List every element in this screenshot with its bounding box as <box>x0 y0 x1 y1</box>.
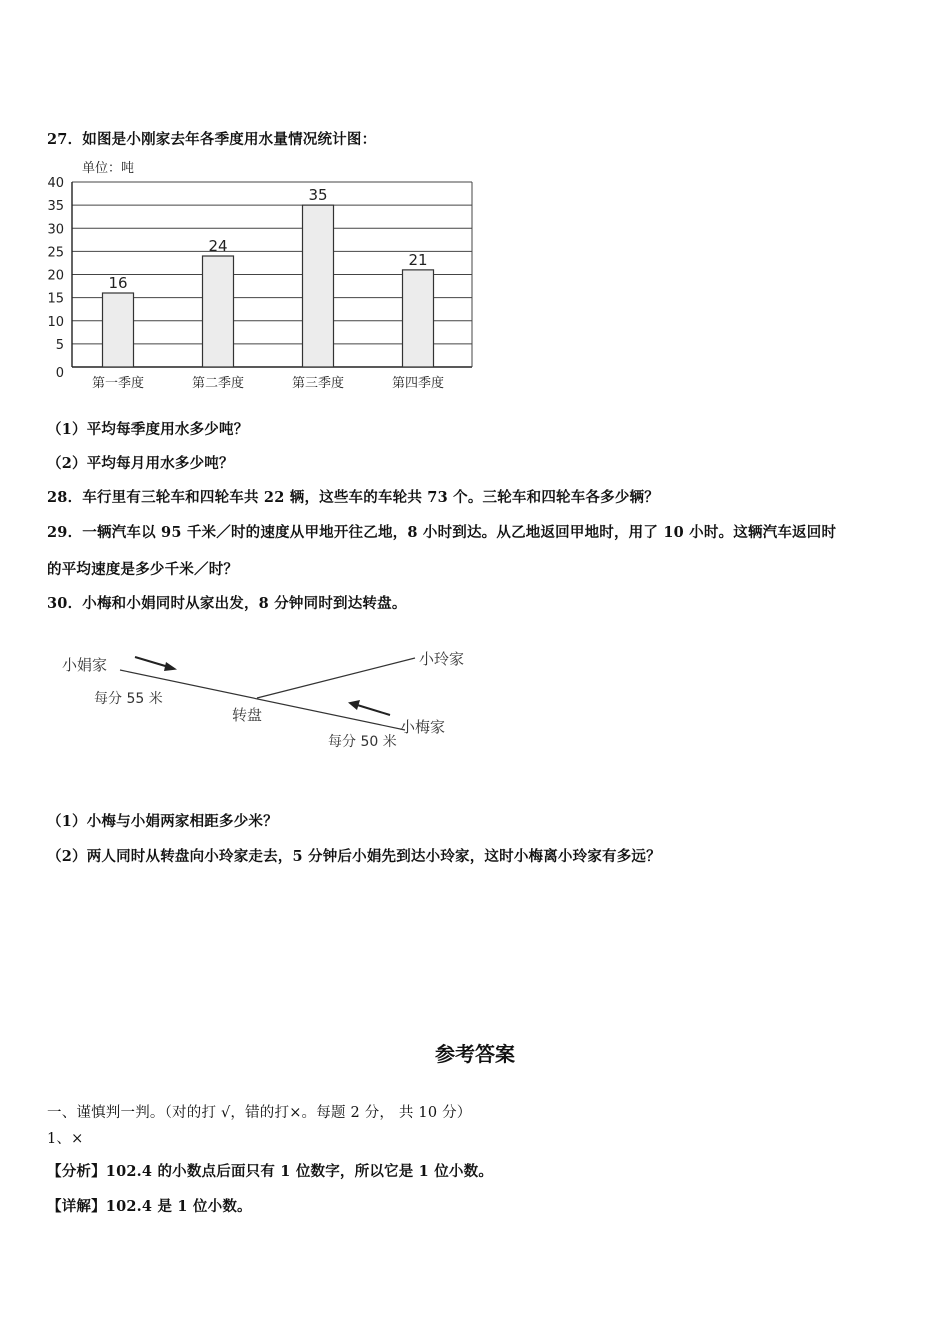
question-28-text: 28．车行里有三轮车和四轮车共 22 辆，这些车的车轮共 73 个。三轮车和四轮车各多少辆？ <box>47 489 659 506</box>
bar-value-label: 35 <box>308 186 328 205</box>
road-juan-to-mei <box>120 670 405 730</box>
y-tick-label: 35 <box>47 199 64 215</box>
question-27-text: 27．如图是小刚家去年各季度用水量情况统计图： <box>47 131 377 148</box>
chart-unit-label: 单位：吨 <box>82 161 135 176</box>
arrow-juan-head-icon <box>164 662 177 671</box>
label-roundabout: 转盘 <box>232 706 263 724</box>
bar-value-label: 21 <box>408 250 428 269</box>
answer-item-1: 1、× <box>47 1131 84 1147</box>
y-tick-label: 15 <box>47 291 64 307</box>
bar-value-label: 16 <box>108 274 128 292</box>
arrow-mei-head-icon <box>348 700 360 710</box>
bar-value-label: 24 <box>208 237 228 255</box>
y-tick-label: 5 <box>55 337 64 353</box>
chart-y-tick-labels <box>47 176 64 381</box>
y-tick-label: 20 <box>47 268 64 284</box>
question-27-part-2: （2）平均每月用水多少吨？ <box>47 455 234 472</box>
y-tick-label: 40 <box>47 176 64 191</box>
answers-title: 参考答案 <box>435 1042 515 1066</box>
question-30-part-1: （1）小梅与小娟两家相距多少米？ <box>47 813 278 830</box>
route-diagram <box>60 640 480 760</box>
road-roundabout-to-ling <box>257 658 415 698</box>
bar-3 <box>303 205 334 367</box>
arrow-mei-icon <box>354 704 390 715</box>
question-30-text: 30．小梅和小娟同时从家出发，8 分钟同时到达转盘。 <box>47 595 407 612</box>
label-ling-home: 小玲家 <box>419 650 465 668</box>
label-mei-speed: 每分 50 米 <box>328 734 397 750</box>
chart-x-tick-labels <box>92 375 444 391</box>
x-tick-label: 第二季度 <box>191 376 245 391</box>
question-30-part-2: （2）两人同时从转盘向小玲家走去，5 分钟后小娟先到达小玲家，这时小梅离小玲家有多远？ <box>47 848 661 865</box>
label-mei-home: 小梅家 <box>400 718 446 736</box>
bar-2 <box>203 256 234 367</box>
question-29-line-1: 29．一辆汽车以 95 千米／时的速度从甲地开往乙地，8 小时到达。从乙地返回甲地时，用了 10 小时。这辆汽车返回时 <box>47 524 837 541</box>
answer-detail: 【详解】102.4 是 1 位小数。 <box>47 1198 252 1215</box>
answers-section-1-heading: 一、谨慎判一判。（对的打 √，错的打×。每题 2 分， 共 10 分） <box>47 1105 472 1121</box>
y-tick-label: 30 <box>47 222 64 238</box>
chart-bars <box>103 205 434 367</box>
y-tick-label: 10 <box>47 314 64 330</box>
bar-1 <box>103 293 134 367</box>
water-usage-bar-chart <box>40 156 480 396</box>
x-tick-label: 第三季度 <box>291 376 345 391</box>
x-tick-label: 第四季度 <box>391 376 445 391</box>
label-juan-speed: 每分 55 米 <box>94 691 163 707</box>
question-27-part-1: （1）平均每季度用水多少吨？ <box>47 421 249 438</box>
answer-analysis: 【分析】102.4 的小数点后面只有 1 位数字，所以它是 1 位小数。 <box>47 1163 494 1180</box>
bar-4 <box>403 270 434 367</box>
question-29-line-2: 的平均速度是多少千米／时？ <box>47 561 239 578</box>
y-tick-label: 25 <box>47 245 64 261</box>
chart-bar-value-labels <box>108 186 427 292</box>
x-tick-label: 第一季度 <box>91 376 145 391</box>
label-juan-home: 小娟家 <box>62 656 108 674</box>
y-tick-label: 0 <box>55 366 64 381</box>
